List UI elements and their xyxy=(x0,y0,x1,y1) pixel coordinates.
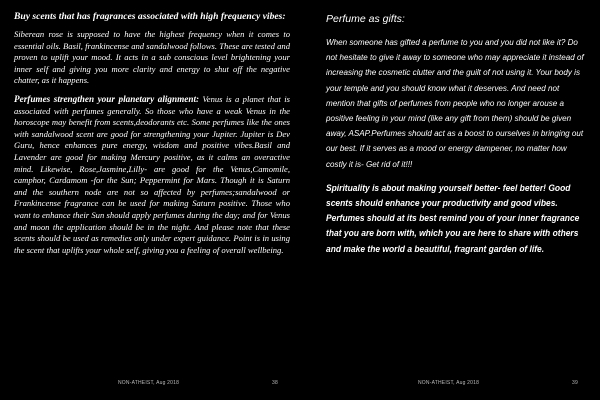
right-page xyxy=(300,0,600,400)
right-paragraph-2: Spirituality is about making yourself better- feel better! Good scents should enhance your productivity and good vibes. Perfumes should at its best remind you of your inner fragrance that you are born with, which you are here to share with others and make the world a beautiful, fragrant garden of life. xyxy=(326,182,580,254)
left-footer-label: NON-ATHEIST, Aug 2018 xyxy=(118,380,180,386)
right-page-body xyxy=(326,13,586,257)
left-page-body xyxy=(14,11,290,263)
left-paragraph-2-text: Venus is a planet that is associated with perfumes generally. So those who have a weak Venus in the horoscope may benefit from scents,deodorants etc. Some perfumes like the ones with sandalwood scent are good for strengthening your Jupiter. Jupiter is Dev Guru, hence enhances pure energy, wisdom and positive vibes.Basil and Lavender are good for making Mercury positive, as it calms an overactive mind. Likewise, Rose,Jasmine,Lilly- are good for the Venus,Camomile, camphor, Cardamom -for the Sun; Peppermint for Mars. Though it is Saturn and the southern node are not so affected by perfumes;sandalwood or Frankincense fragrance can be used for making Saturn positive. Those who want to enhance their Sun should apply perfumes during the day; and for Venus and moon the application should be in the night. And please note that these scents should be used as remedies only under expert guidance. Point is in using the scent that uplifts your whole self, giving you a feeling of overall wellbeing. xyxy=(14,93,290,255)
right-footer-label: NON-ATHEIST, Aug 2018 xyxy=(418,380,480,386)
left-paragraph-2 xyxy=(14,94,290,256)
right-heading: Perfume as gifts: xyxy=(326,13,405,25)
right-page-number: 39 xyxy=(572,380,578,386)
left-heading: Buy scents that has fragrances associated with high frequency vibes: xyxy=(14,11,286,22)
left-paragraph-1: Siberean rose is supposed to have the highest frequency when it comes to essential oils. Basil, frankincense and sandalwood follows. These are tested and proven to uplift your mood. It acts in a sub conscious level brightening your inner self and giving you more clarity and energy to shut off the negative chatter, as it happens. xyxy=(14,29,290,86)
left-paragraph-2-lead: Perfumes strengthen your planetary alignment: xyxy=(14,93,200,104)
right-paragraph-1: When someone has gifted a perfume to you and you did not like it? Do not hesitate to give it away to someone who may appreciate it instead of increasing the cosmetic clutter and the guilt of not using it. Your body is your temple and you should know what it deserves. And need not mention that gifts of perfumes from people who no longer arouse a positive feeling in your mind (like any gift from them) should be given away, ASAP.Perfumes should act as a boost to ourselves in bringing out our best. If it serves as a mood or energy dampener, no matter how costly it is- Get rid of it!!! xyxy=(326,37,584,169)
left-page-number: 38 xyxy=(272,380,278,386)
